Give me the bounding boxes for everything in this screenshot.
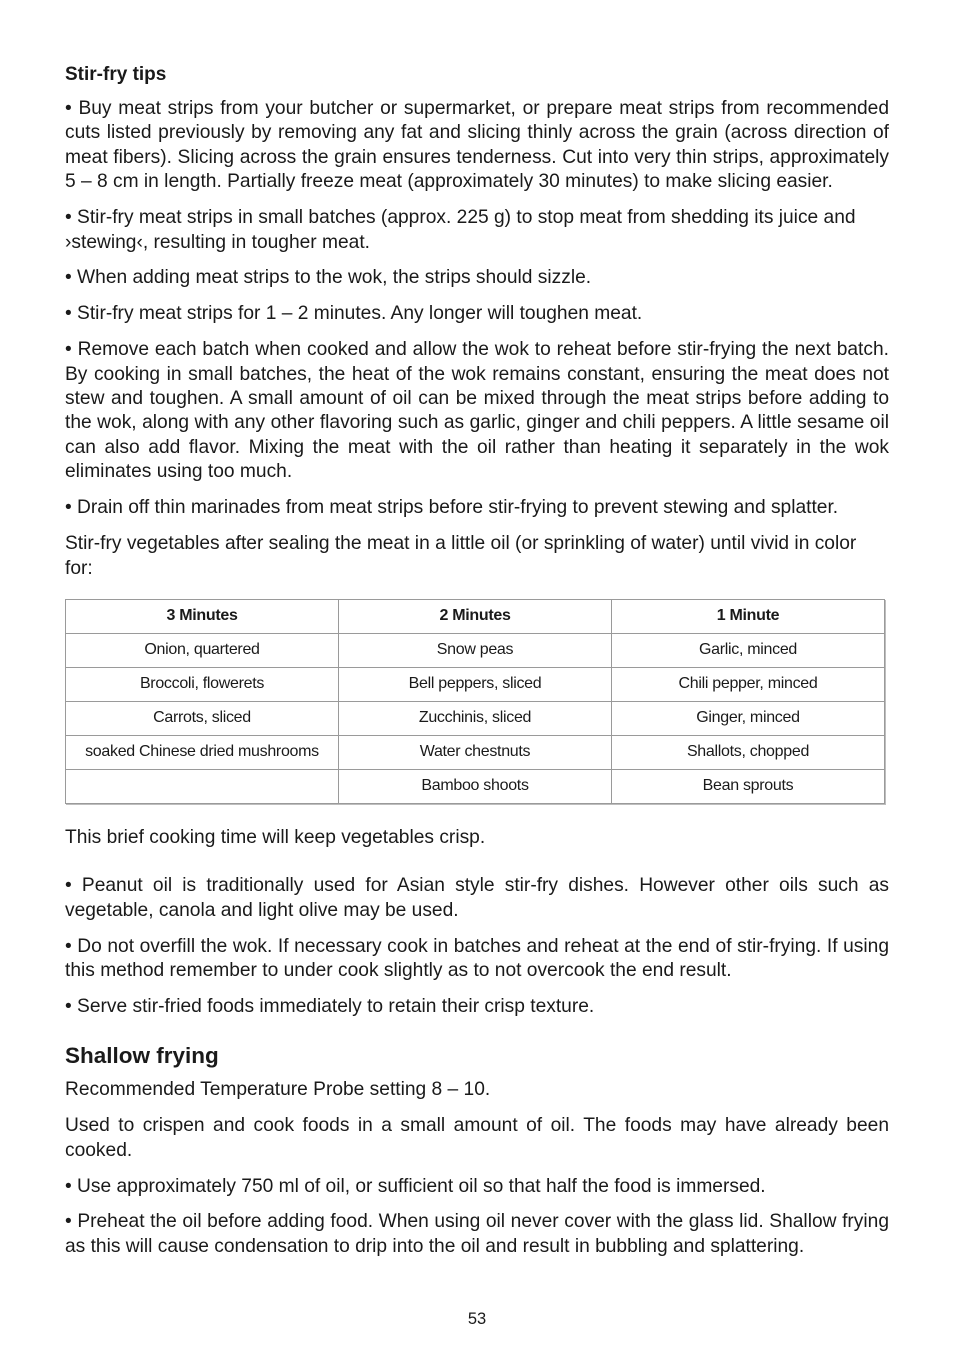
table-cell: Bamboo shoots [339,769,612,803]
page-content [65,62,889,1271]
table-row [66,735,885,769]
tip-paragraph: • Stir-fry meat strips for 1 – 2 minutes. Any longer will toughen meat. [65,303,643,325]
table-row [66,701,885,735]
table-cell: Broccoli, flowerets [66,667,339,701]
table-cell [66,769,339,803]
shallow-frying-heading: Shallow frying [65,1043,219,1069]
oil-tip-paragraph: • Do not overfill the wok. If necessary cook in batches and reheat at the end of stir-frying. If using this method remember to under cook slightly as to not overcook the end result. [65,935,889,982]
vegetables-intro: Stir-fry vegetables after sealing the meat in a little oil (or sprinkling of water) until vivid in color for: [65,533,857,579]
table-row [66,667,885,701]
column-header: 1 Minute [612,599,885,633]
table-cell: Snow peas [339,633,612,667]
tip-paragraph: • Stir-fry meat strips in small batches (approx. 225 g) to stop meat from shedding its juice and ›stewing‹, resulting in tougher meat. [65,207,856,253]
column-header: 3 Minutes [66,599,339,633]
shallow-description: Used to crispen and cook foods in a small amount of oil. The foods may have already been cooked. [65,1115,889,1161]
table-cell: Shallots, chopped [612,735,885,769]
table-cell: Chili pepper, minced [612,667,885,701]
tip-paragraph: • Buy meat strips from your butcher or supermarket, or prepare meat strips from recommended cuts listed previously by removing any fat and slicing thinly across the grain (across direction of meat fibers). Slicing across the grain ensures tenderness. Cut into very thin strips, approximately 5 – 8 cm in length. Partially freeze meat (approximately 30 minutes) to make slicing easier. [65,98,889,193]
shallow-tip-paragraph: • Use approximately 750 ml of oil, or sufficient oil so that half the food is immersed. [65,1175,766,1197]
table-header-row [66,599,885,633]
table-cell: Carrots, sliced [66,701,339,735]
oil-tip-paragraph: • Serve stir-fried foods immediately to retain their crisp texture. [65,995,595,1017]
stir-fry-tips-heading: Stir-fry tips [65,64,167,85]
table-cell: Garlic, minced [612,633,885,667]
page-number: 53 [467,1310,487,1328]
tip-paragraph: • Remove each batch when cooked and allow the wok to reheat before stir-frying the next batch. By cooking in small batches, the heat of the wok remains constant, ensuring the meat does not stew and toughen. A small amount of oil can be mixed through the meat strips before adding to the wok, along with any other flavoring such as garlic, ginger and chili peppers. A little sesame oil can also add flavor. Mixing the meat with the oil rather than heating it separately in the wok eliminates using too much. [65,339,889,483]
column-header: 2 Minutes [339,599,612,633]
table-cell: Onion, quartered [66,633,339,667]
tip-paragraph: • Drain off thin marinades from meat strips before stir-frying to prevent stewing and splatter. [65,497,839,519]
shallow-setting: Recommended Temperature Probe setting 8 – 10. [65,1079,491,1101]
crisp-note: This brief cooking time will keep vegetables crisp. [65,826,486,848]
table-cell: Zucchinis, sliced [339,701,612,735]
table-cell: soaked Chinese dried mushrooms [66,735,339,769]
table-cell: Bell peppers, sliced [339,667,612,701]
table-cell: Bean sprouts [612,769,885,803]
table-row [66,633,885,667]
vegetable-timing-table [65,599,885,804]
shallow-tip-paragraph: • Preheat the oil before adding food. When using oil never cover with the glass lid. Shallow frying as this will cause condensation to drip into the oil and result in bubbling and splattering. [65,1211,889,1257]
table-cell: Ginger, minced [612,701,885,735]
table-row [66,769,885,803]
oil-tip-paragraph: • Peanut oil is traditionally used for Asian style stir-fry dishes. However other oils such as vegetable, canola and light olive may be used. [65,875,889,921]
table-cell: Water chestnuts [339,735,612,769]
vegetable-timing-table-wrapper [65,599,889,804]
tip-paragraph: • When adding meat strips to the wok, the strips should sizzle. [65,267,592,289]
